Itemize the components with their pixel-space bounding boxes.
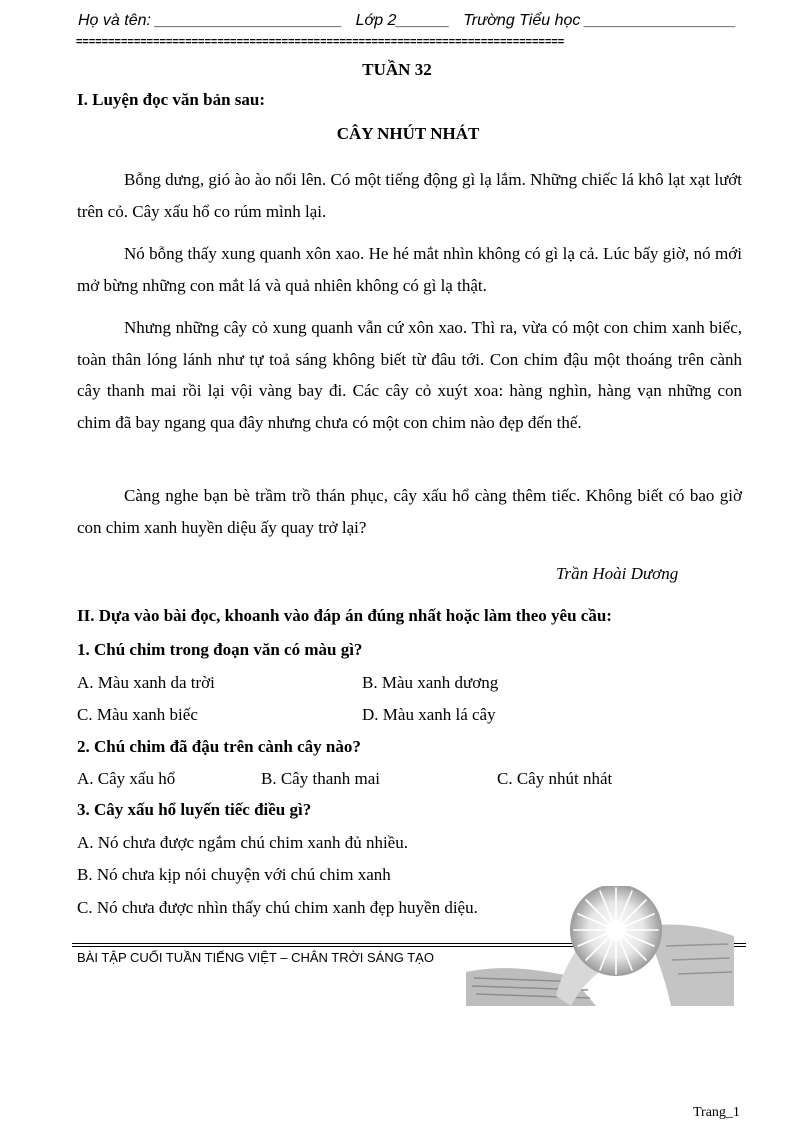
student-info-header bbox=[78, 12, 738, 30]
question-2: 2. Chú chim đã đậu trên cành cây nào? bbox=[77, 737, 361, 756]
story-paragraph: Nhưng những cây cỏ xung quanh vẫn cứ xôn xao. Thì ra, vừa có một con chim xanh biếc, toàn thân lóng lánh như tự toả sáng không biết từ đâu tới. Con chim đậu một thoáng trên cành cây thanh mai rồi lại vội vàng bay đi. Các cây cỏ xuýt xoa: hàng nghìn, hàng vạn những con chim đã bay ngang qua đây nhưng chưa có một con chim nào đẹp đến thế. bbox=[77, 318, 742, 432]
header-separator: ============================================================================ bbox=[76, 36, 565, 48]
class-blank[interactable]: ______ bbox=[396, 12, 450, 29]
school-blank[interactable]: _________________ bbox=[584, 12, 737, 29]
question-1-option-b[interactable]: B. Màu xanh dương bbox=[362, 673, 499, 692]
question-3-option-b[interactable]: B. Nó chưa kịp nói chuyện với chú chim xanh bbox=[77, 865, 391, 884]
question-1-option-d[interactable]: D. Màu xanh lá cây bbox=[362, 705, 496, 724]
question-2-option-b[interactable]: B. Cây thanh mai bbox=[261, 769, 380, 788]
section1-heading: I. Luyện đọc văn bản sau: bbox=[77, 90, 266, 109]
story-paragraph: Bỗng dưng, gió ào ào nổi lên. Có một tiếng động gì lạ lắm. Những chiếc lá khô lạt xạt lướt trên cỏ. Cây xấu hổ co rúm mình lại. bbox=[77, 170, 742, 221]
school-label: Trường Tiểu học bbox=[463, 12, 581, 29]
question-3-option-c[interactable]: C. Nó chưa được nhìn thấy chú chim xanh đẹp huyền diệu. bbox=[77, 898, 478, 917]
week-title: TUẦN 32 bbox=[362, 60, 432, 79]
footer-text: BÀI TẬP CUỐI TUẦN TIẾNG VIỆT – CHÂN TRỜI SÁNG TẠO bbox=[77, 950, 434, 965]
question-2-option-c[interactable]: C. Cây nhút nhát bbox=[497, 769, 613, 788]
story-paragraph: Càng nghe bạn bè trầm trồ thán phục, cây xấu hổ càng thêm tiếc. Không biết có bao giờ con chim xanh huyền diệu ấy quay trở lại? bbox=[77, 486, 742, 537]
story-title: CÂY NHÚT NHÁT bbox=[336, 124, 480, 143]
question-2-option-a[interactable]: A. Cây xấu hổ bbox=[77, 769, 176, 788]
author-name: Trần Hoài Dương bbox=[556, 564, 679, 583]
mimosa-flower-image bbox=[466, 886, 734, 1006]
name-label: Họ và tên: bbox=[78, 12, 151, 29]
class-label: Lớp 2 bbox=[355, 12, 397, 29]
question-3: 3. Cây xấu hổ luyến tiếc điều gì? bbox=[77, 800, 312, 819]
section2-heading: II. Dựa vào bài đọc, khoanh vào đáp án đúng nhất hoặc làm theo yêu cầu: bbox=[77, 606, 612, 625]
question-1-option-c[interactable]: C. Màu xanh biếc bbox=[77, 705, 198, 724]
question-3-option-a[interactable]: A. Nó chưa được ngắm chú chim xanh đủ nhiều. bbox=[77, 833, 408, 852]
page-number: Trang_1 bbox=[693, 1105, 740, 1120]
question-1-option-a[interactable]: A. Màu xanh da trời bbox=[77, 673, 215, 692]
story-paragraph: Nó bỗng thấy xung quanh xôn xao. He hé mắt nhìn không có gì lạ cả. Lúc bấy giờ, nó mới mở bừng những con mắt lá và quả nhiên không có gì lạ thật. bbox=[77, 244, 742, 295]
name-blank[interactable]: _____________________ bbox=[155, 12, 343, 29]
question-1: 1. Chú chim trong đoạn văn có màu gì? bbox=[77, 640, 363, 659]
